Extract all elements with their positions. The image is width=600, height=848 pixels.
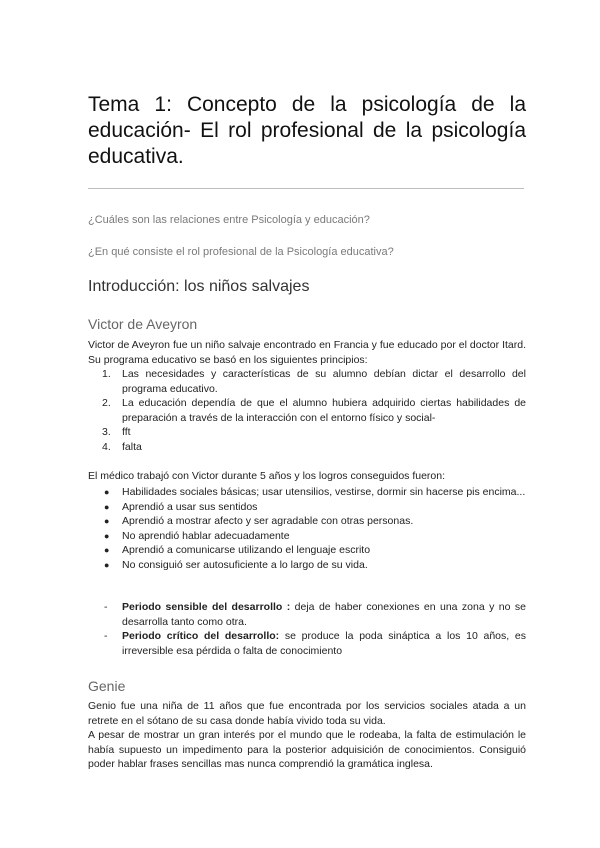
genie-paragraph-1: Genio fue una niña de 11 años que fue encontrada por los servicios sociales atada a un retrete en el sótano de su casa donde había vivido toda su vida. xyxy=(88,700,526,727)
list-number: 2. xyxy=(102,397,111,410)
victor-paragraph: Victor de Aveyron fue un niño salvaje encontrado en Francia y fue educado por el doctor Itard. Su programa educativo se basó en los siguientes principios: xyxy=(88,339,526,366)
list-item xyxy=(88,500,526,515)
bullet-icon: ● xyxy=(104,559,110,570)
list-item xyxy=(88,440,526,455)
list-item xyxy=(88,485,526,500)
list-number: 1. xyxy=(102,368,111,380)
period-definition: deja de haber conexiones en una zona y no se desarrolla tanto como otra. xyxy=(122,601,526,628)
principles-list xyxy=(88,367,526,455)
periods-list xyxy=(88,600,526,658)
bullet-icon: ● xyxy=(104,501,110,512)
list-item xyxy=(88,425,526,440)
list-item-text: La educación dependía de que el alumno hubiera adquirido ciertas habilidades de preparación a través de la interacción con el entorno físico y social- xyxy=(122,397,526,424)
list-item-text: Aprendió a mostrar afecto y ser agradable con otras personas. xyxy=(122,515,414,528)
victor-heading: Victor de Aveyron xyxy=(88,316,198,332)
list-item-text: Habilidades sociales básicas; usar utensilios, vestirse, dormir sin hacerse pis encima... xyxy=(122,486,526,498)
bullet-icon: ● xyxy=(104,487,110,497)
period-term: Periodo sensible del desarrollo : xyxy=(122,601,291,613)
list-item-text: falta xyxy=(122,440,142,453)
guiding-question-2: ¿En qué consiste el rol profesional de la Psicología educativa? xyxy=(88,246,394,258)
results-list xyxy=(88,485,526,573)
dash-marker: - xyxy=(104,601,108,613)
period-term: Periodo crítico del desarrollo: xyxy=(122,630,280,643)
list-item-text: Aprendió a comunicarse utilizando el lenguaje escrito xyxy=(122,544,371,557)
list-item-text: No aprendió hablar adecuadamente xyxy=(122,529,290,542)
bullet-icon: ● xyxy=(104,545,110,556)
horizontal-divider xyxy=(88,188,524,189)
list-number: 4. xyxy=(102,440,111,453)
list-item xyxy=(88,558,526,573)
list-item xyxy=(88,543,526,558)
guiding-question-1: ¿Cuáles son las relaciones entre Psicología y educación? xyxy=(88,214,370,226)
results-intro-paragraph: El médico trabajó con Victor durante 5 años y los logros conseguidos fueron: xyxy=(88,470,446,482)
bullet-icon: ● xyxy=(104,516,110,527)
dash-marker: - xyxy=(104,630,108,643)
list-item-text: fft xyxy=(122,426,131,439)
genie-paragraph-2: A pesar de mostrar un gran interés por el mundo que le rodeaba, la falta de estimulación le había supuesto un impedimento para la posterior adquisición de conocimientos. Consiguió poder hablar frases sencillas mas nunca comprendió la gramática inglesa. xyxy=(88,729,526,771)
period-definition: se produce la poda sináptica a los 10 años, es irreversible esa pérdida o falta de conocimiento xyxy=(122,630,526,657)
bullet-icon: ● xyxy=(104,530,110,541)
genie-heading: Genie xyxy=(88,678,126,694)
intro-heading: Introducción: los niños salvajes xyxy=(88,278,310,295)
list-item xyxy=(88,396,526,425)
list-item-text: Las necesidades y características de su alumno debían dictar el desarrollo del programa educativo. xyxy=(122,368,526,395)
list-item-text: Aprendió a usar sus sentidos xyxy=(122,500,258,513)
list-item xyxy=(88,514,526,529)
document-title: Tema 1: Concepto de la psicología de la educación- El rol profesional de la psicología educativa. xyxy=(88,93,526,168)
list-number: 3. xyxy=(102,426,111,439)
list-item xyxy=(88,529,526,544)
list-item xyxy=(88,629,526,658)
list-item-text: No consiguió ser autosuficiente a lo largo de su vida. xyxy=(122,558,368,571)
list-item xyxy=(88,600,526,629)
list-item xyxy=(88,367,526,396)
